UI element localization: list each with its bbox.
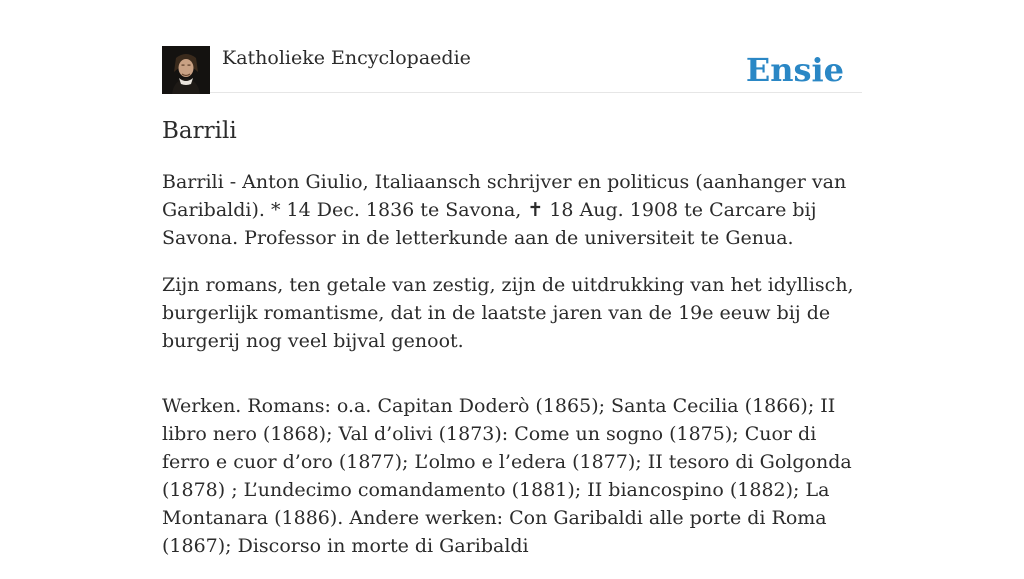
article-paragraph-intro: Barrili - Anton Giulio, Italiaansch schrijver en politicus (aanhanger van Garibaldi). * 14 Dec. 1836 te Savona, ✝ 18 Aug. 1908 te Carcare bij Savona. Professor in de letterkunde aan de universiteit te Genua.: [162, 171, 847, 249]
article-body: [162, 168, 862, 579]
ensie-logo[interactable]: Ensie: [745, 51, 844, 89]
article-title: Barrili: [162, 118, 237, 144]
portrait-avatar-icon[interactable]: [162, 46, 210, 94]
page-container: [162, 0, 862, 557]
encyclopedia-name[interactable]: Katholieke Encyclopaedie: [222, 47, 471, 69]
portrait-image: [162, 46, 210, 94]
article-paragraph-works: Werken. Romans: o.a. Capitan Doderò (1865); Santa Cecilia (1866); II libro nero (1868); Val d’olivi (1873): Come un sogno (1875); Cuor di ferro e cuor d’oro (1877); L’olmo e l’edera (1877); II tesoro di Golgonda (1878) ; L’undecimo comandamento (1881); II biancospino (1882); La Montanara (1886). Andere werken: Con Garibaldi alle porte di Roma (1867); Discorso in morte di Garibaldi: [162, 395, 852, 557]
site-header: [162, 0, 862, 93]
article-paragraph-romans: Zijn romans, ten getale van zestig, zijn de uitdrukking van het idyllisch, burgerlijk romantisme, dat in de laatste jaren van de 19e eeuw bij de burgerij nog veel bijval genoot.: [162, 274, 854, 352]
